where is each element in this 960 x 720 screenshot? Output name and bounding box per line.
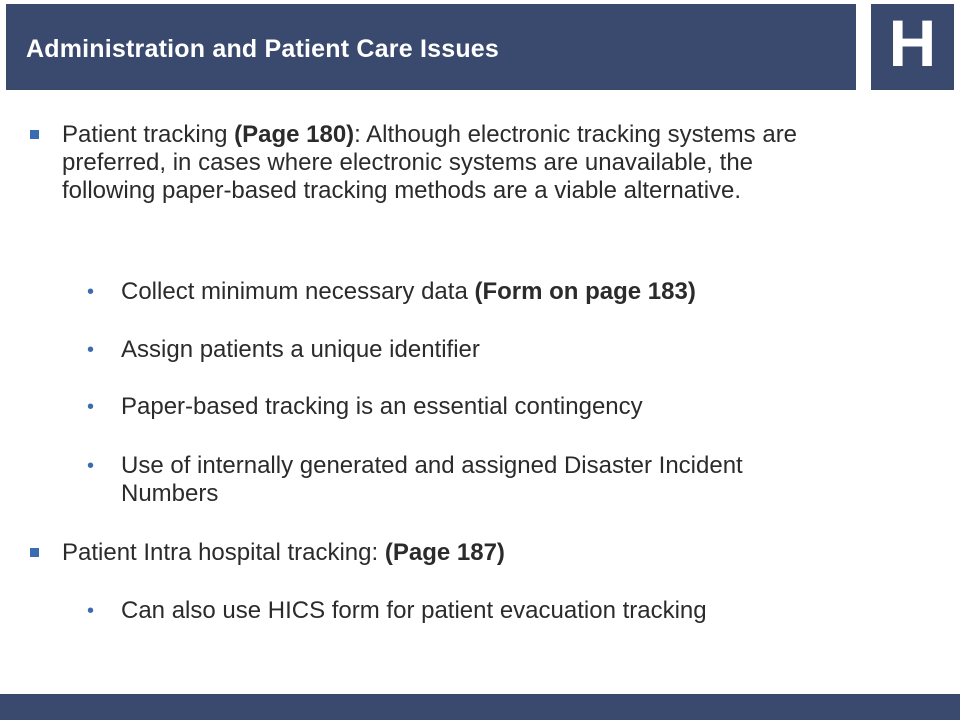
bullet-lead: Patient tracking [62, 121, 235, 148]
subitem-text: Collect minimum necessary data [121, 278, 475, 305]
square-bullet-icon [30, 548, 39, 557]
subitem-incident-numbers [87, 452, 821, 508]
bullet-page-ref: (Page 187) [384, 539, 505, 566]
dot-bullet-icon: • [87, 339, 95, 361]
subitem-collect-data [87, 278, 861, 306]
subitem-paper-tracking [87, 393, 861, 421]
bullet-lead: Patient Intra hospital tracking: [62, 539, 385, 566]
bullet-page-ref: (Page 180) [234, 121, 355, 148]
subitem-text: Assign patients a unique identifier [121, 336, 480, 363]
dot-bullet-icon: • [87, 396, 95, 418]
bullet-intra-hospital [62, 539, 852, 567]
subitem-text: Can also use HICS form for patient evacuation tracking [121, 597, 707, 624]
subitem-text: Paper-based tracking is an essential contingency [121, 393, 643, 420]
dot-bullet-icon: • [87, 600, 95, 622]
slide-title: Administration and Patient Care Issues [26, 34, 499, 63]
logo-letter: H [888, 6, 937, 80]
dot-bullet-icon: • [87, 281, 95, 303]
square-bullet-icon [30, 130, 39, 139]
subitem-form-ref: (Form on page 183) [474, 278, 696, 305]
subitem-hics-form [87, 597, 881, 625]
subitem-assign-identifier [87, 336, 861, 364]
footer-bar [0, 694, 960, 720]
bullet-text: : Although electronic tracking systems are preferred, in cases where electronic systems are unavailable, the following paper-based tracking methods are a viable alternative. [62, 121, 798, 204]
subitem-text: Use of internally generated and assigned Disaster Incident Numbers [121, 452, 743, 507]
dot-bullet-icon: • [87, 455, 95, 477]
bullet-patient-tracking [62, 121, 852, 205]
